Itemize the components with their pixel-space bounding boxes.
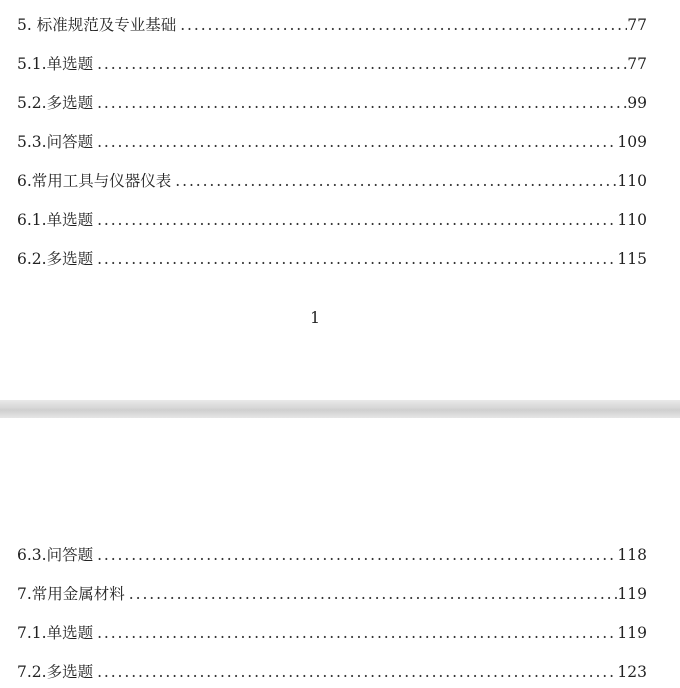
- toc-dot-leader: [93, 52, 627, 76]
- toc-entry[interactable]: [17, 582, 647, 606]
- page-number: 1: [310, 309, 320, 327]
- toc-entry[interactable]: [17, 169, 647, 193]
- toc-entry-title: 7.1.单选题: [17, 624, 94, 642]
- toc-entry[interactable]: [17, 91, 647, 115]
- toc-entry-page: 110: [617, 172, 647, 190]
- toc-entry-title: 6.常用工具与仪器仪表: [17, 172, 172, 190]
- toc-entry[interactable]: [17, 130, 647, 154]
- toc-dot-leader: [125, 582, 618, 606]
- toc-entry-page: 77: [627, 55, 647, 73]
- toc-entry-page: 115: [617, 250, 647, 268]
- toc-entry-page: 118: [617, 546, 647, 564]
- toc-dot-leader: [176, 13, 627, 37]
- toc-dot-leader: [93, 543, 617, 567]
- toc-entry[interactable]: [17, 13, 647, 37]
- toc-entry[interactable]: [17, 543, 647, 567]
- toc-entry-title: 6.2.多选题: [17, 250, 94, 268]
- toc-entry-page: 77: [627, 16, 647, 34]
- toc-dot-leader: [93, 91, 627, 115]
- toc-entry-title: 5. 标准规范及专业基础: [17, 16, 177, 34]
- toc-entry-page: 119: [617, 585, 647, 603]
- toc-entry[interactable]: [17, 208, 647, 232]
- toc-entry-page: 109: [617, 133, 647, 151]
- toc-entry-page: 99: [627, 94, 647, 112]
- toc-entry-page: 123: [617, 663, 647, 681]
- toc-entry[interactable]: [17, 247, 647, 271]
- toc-dot-leader: [171, 169, 617, 193]
- toc-dot-leader: [93, 660, 617, 684]
- toc-entry-title: 7.2.多选题: [17, 663, 94, 681]
- document-page-bottom: [0, 418, 680, 688]
- toc-entry-page: 110: [617, 211, 647, 229]
- page-separator: [0, 400, 680, 418]
- toc-entry[interactable]: [17, 621, 647, 645]
- toc-dot-leader: [93, 208, 617, 232]
- toc-dot-leader: [93, 130, 617, 154]
- toc-entry-title: 5.1.单选题: [17, 55, 94, 73]
- toc-entry[interactable]: [17, 52, 647, 76]
- toc-entry-title: 5.3.问答题: [17, 133, 94, 151]
- toc-entry-page: 119: [617, 624, 647, 642]
- toc-entry[interactable]: [17, 660, 647, 684]
- toc-dot-leader: [93, 247, 617, 271]
- toc-dot-leader: [93, 621, 617, 645]
- toc-entry-title: 6.3.问答题: [17, 546, 94, 564]
- toc-entry-title: 6.1.单选题: [17, 211, 94, 229]
- toc-entry-title: 5.2.多选题: [17, 94, 94, 112]
- toc-entry-title: 7.常用金属材料: [17, 585, 125, 603]
